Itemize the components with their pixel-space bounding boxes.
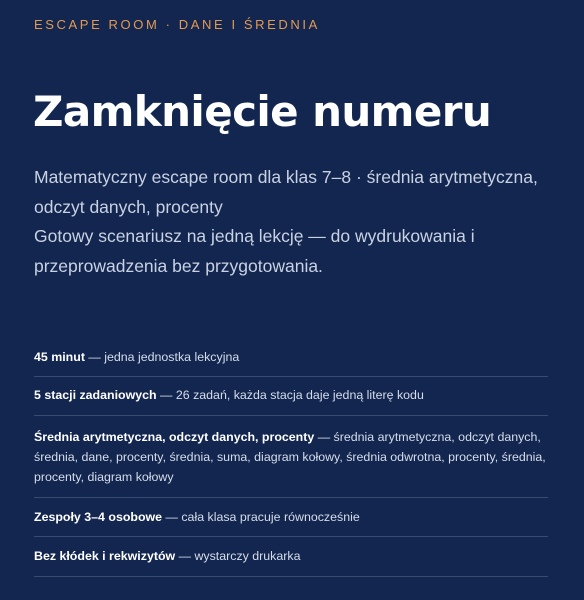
facts-list (34, 338, 548, 577)
fact-item-requirements (34, 537, 548, 577)
subtitle-line: przeprowadzenia bez przygotowania. (34, 255, 323, 276)
fact-item-duration (34, 338, 548, 377)
fact-text: — średnia arytmetyczna, odczyt danych, średnia, dane, procenty, średnia, suma, diagram kołowy, średnia odwrotna, procenty, średnia, procenty, diagram kołowy (34, 430, 546, 484)
subtitle-line: Matematyczny escape room dla klas 7–8 · średnia arytmetyczna, (34, 167, 538, 187)
subtitle-line: odczyt danych, procenty (34, 196, 223, 217)
fact-text: — wystarczy drukarka (175, 549, 301, 563)
fact-item-stations (34, 377, 548, 416)
fact-text: — cała klasa pracuje równocześnie (162, 510, 360, 524)
fact-label: Zespoły 3–4 osobowe (34, 510, 163, 524)
fact-item-topics (34, 416, 548, 498)
eyebrow-label: ESCAPE ROOM · DANE I ŚREDNIA (34, 17, 320, 32)
fact-label: 45 minut (34, 350, 85, 364)
page-title: Zamknięcie numeru (33, 87, 492, 136)
fact-label: 5 stacji zadaniowych (34, 388, 157, 402)
fact-label: Średnia arytmetyczna, odczyt danych, procenty (34, 430, 315, 444)
subtitle-line: Gotowy scenariusz na jedną lekcję — do wydrukowania i (34, 226, 475, 246)
fact-text: — jedna jednostka lekcyjna (84, 350, 240, 364)
fact-item-teams (34, 498, 548, 537)
fact-label: Bez kłódek i rekwizytów (34, 549, 176, 563)
subtitle (34, 163, 554, 281)
fact-text: — 26 zadań, każda stacja daje jedną literę kodu (156, 388, 424, 402)
